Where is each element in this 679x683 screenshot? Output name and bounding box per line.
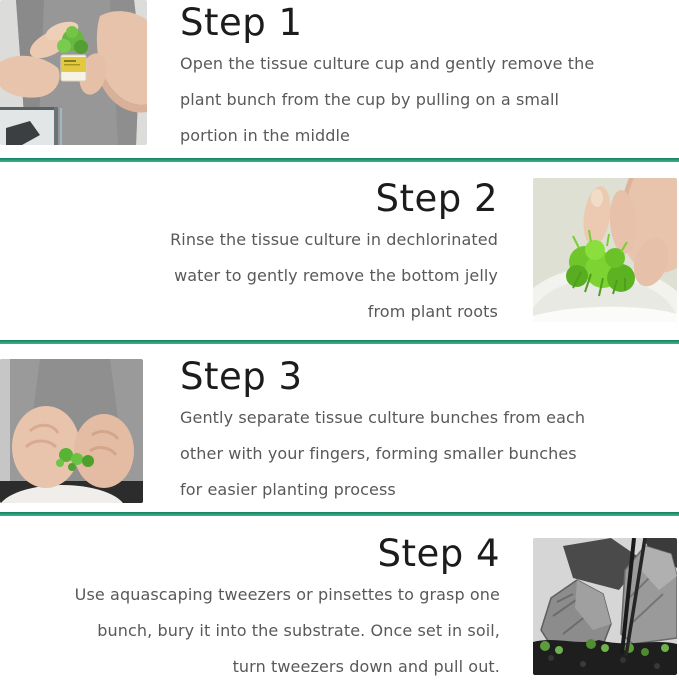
step-2-line-2: water to gently remove the bottom jelly [174, 266, 498, 285]
step-1-text-block [180, 0, 640, 154]
step-3-text-block [180, 354, 650, 508]
step-3-line-3: for easier planting process [180, 480, 396, 499]
step-1-line-2: plant bunch from the cup by pulling on a small [180, 90, 560, 109]
step-3-title: Step 3 [180, 355, 303, 398]
step-1-title: Step 1 [180, 1, 303, 44]
step-1-line-3: portion in the middle [180, 126, 351, 145]
step-3-photo [0, 359, 143, 503]
step-2-photo [533, 178, 677, 322]
step-1-photo [0, 0, 147, 145]
step-4-line-3: turn tweezers down and pull out. [232, 657, 500, 676]
step-3-line-1: Gently separate tissue culture bunches from each [180, 408, 586, 427]
step-4-text-block [30, 531, 500, 683]
step-4-line-2: bunch, bury it into the substrate. Once set in soil, [97, 621, 500, 640]
step-4-photo [533, 538, 677, 675]
step-1-line-1: Open the tissue culture cup and gently remove the [180, 54, 595, 73]
step-4-title: Step 4 [377, 532, 500, 575]
step-2-title: Step 2 [375, 177, 498, 220]
step-2-text-block [78, 176, 498, 330]
green-divider [0, 340, 679, 344]
green-divider [0, 512, 679, 516]
step-2-line-3: from plant roots [367, 302, 498, 321]
step-2-line-1: Rinse the tissue culture in dechlorinated [170, 230, 498, 249]
step-3-line-2: other with your fingers, forming smaller bunches [180, 444, 577, 463]
step-4-line-1: Use aquascaping tweezers or pinsettes to grasp one [74, 585, 500, 604]
green-divider [0, 158, 679, 162]
